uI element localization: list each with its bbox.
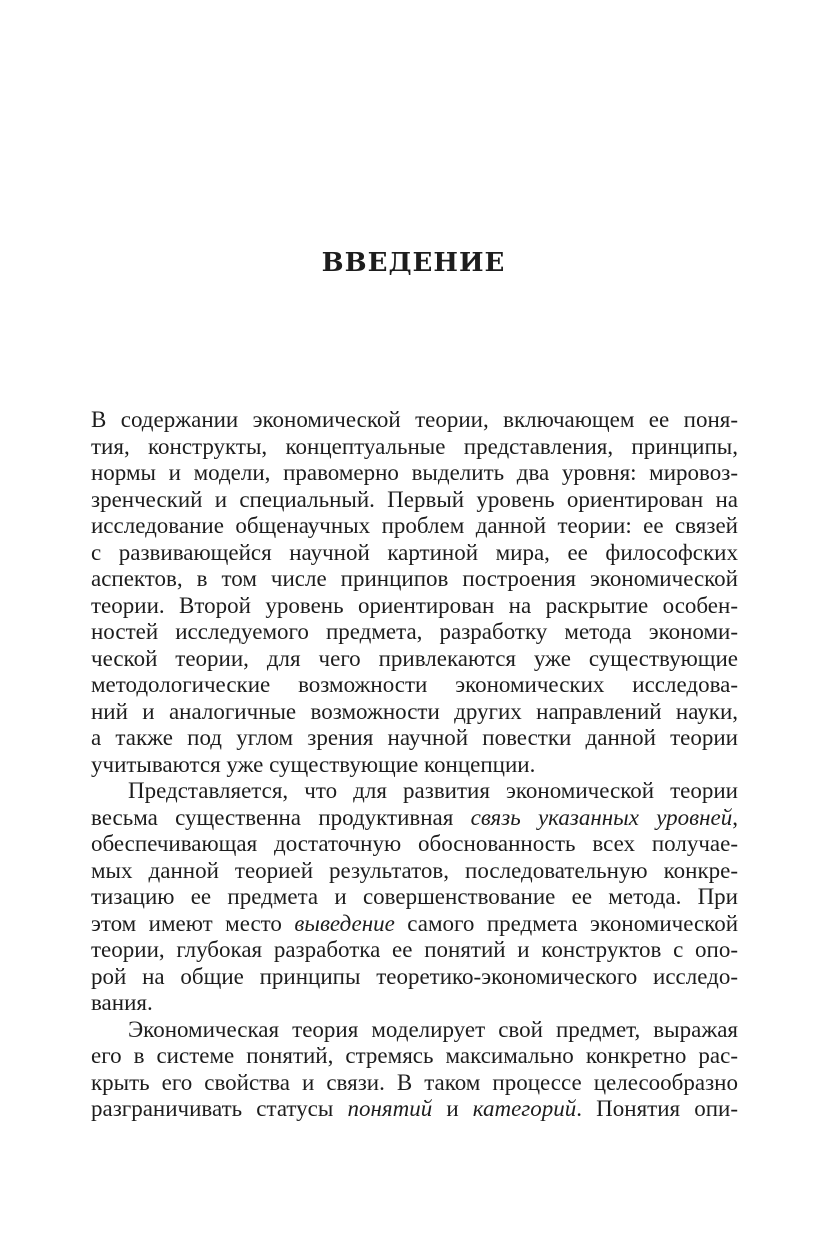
text-run: самого предмета экономической — [394, 910, 738, 936]
text-line: ний и аналогичные возможности других направлений науки, — [91, 698, 738, 724]
text-line: учитываются уже существующие концепции. — [91, 751, 536, 777]
text-line: В содержании экономической теории, включающем ее поня- — [91, 407, 738, 432]
text-line: его в системе понятий, стремясь максимально конкретно рас- — [91, 1043, 738, 1068]
text-line: ностей исследуемого предмета, разработку метода экономи- — [91, 619, 738, 644]
text-line: тия, конструкты, концептуальные представления, принципы, — [91, 433, 738, 459]
text-run: и — [432, 1096, 473, 1121]
body-text — [91, 407, 738, 1123]
text-line: теории. Второй уровень ориентирован на раскрытие особен- — [91, 592, 738, 618]
text-run: разграничивать статусы — [91, 1096, 348, 1121]
paragraph-1 — [91, 407, 738, 778]
text-line: а также под углом зрения научной повестки данной теории — [91, 725, 738, 750]
text-line: обеспечивающая достаточную обоснованность всех получае- — [91, 831, 738, 856]
text-line: ческой теории, для чего привлекаются уже существующие — [91, 645, 738, 671]
text-line: тизацию ее предмета и совершенствование ее метода. При — [91, 884, 738, 909]
paragraph-3 — [91, 1017, 738, 1123]
text-run: . Понятия опи- — [576, 1096, 739, 1121]
text-line — [91, 911, 738, 938]
text-line: с развивающейся научной картиной мира, ее философских — [91, 539, 738, 565]
text-line: нормы и модели, правомерно выделить два уровня: мировоз- — [91, 460, 738, 485]
text-line: методологические возможности экономических исследова- — [91, 672, 738, 697]
text-line — [91, 805, 738, 832]
text-line — [91, 1096, 738, 1123]
text-line: теории, глубокая разработка ее понятий и конструктов с опо- — [91, 937, 738, 962]
text-line: зренческий и специальный. Первый уровень ориентирован на — [91, 486, 738, 512]
page-title: ВВЕДЕНИЕ — [321, 248, 506, 278]
text-line: рой на общие принципы теоретико-экономического исследо- — [91, 963, 738, 989]
text-line: Экономическая теория моделирует свой предмет, выражая — [128, 1016, 738, 1042]
paragraph-2 — [91, 778, 738, 1017]
text-line: Представляется, что для развития экономической теории — [128, 778, 738, 803]
text-line: мых данной теорией результатов, последовательную конкре- — [91, 857, 738, 883]
emphasis-text: категорий — [472, 1096, 577, 1121]
text-line: крыть его свойства и связи. В таком процессе целесообразно — [91, 1069, 738, 1095]
text-run: , — [732, 804, 738, 830]
emphasis-text: связь указанных уровней — [470, 804, 733, 830]
text-run: этом имеют место — [91, 910, 295, 936]
text-line: вания. — [91, 990, 153, 1015]
text-run: весьма существенна продуктивная — [91, 804, 471, 830]
emphasis-text: понятий — [347, 1096, 433, 1121]
text-line: исследование общенаучных проблем данной теории: ее связей — [91, 513, 738, 538]
text-line: аспектов, в том числе принципов построения экономической — [91, 566, 738, 591]
emphasis-text: выведение — [294, 910, 395, 936]
